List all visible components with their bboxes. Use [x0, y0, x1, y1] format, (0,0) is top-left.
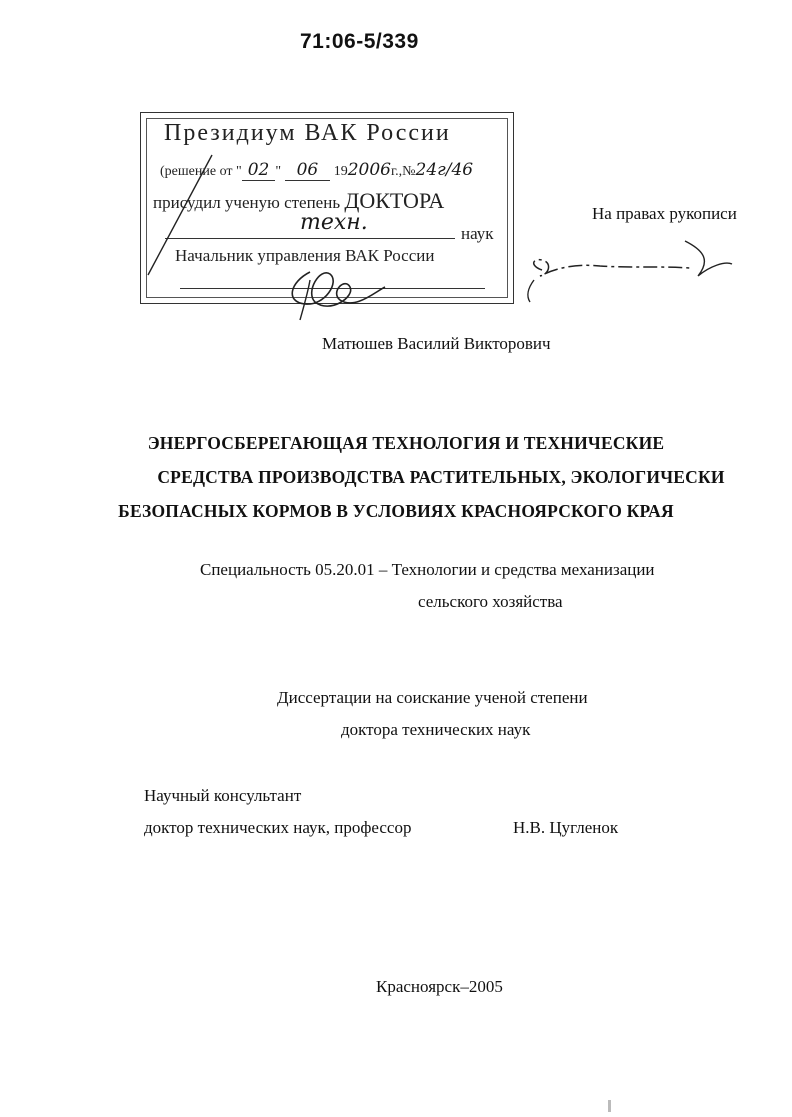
advisor-degree: доктор технических наук, профессор [144, 818, 412, 837]
manuscript-rights: На правах рукописи [592, 204, 737, 223]
title-line-1: ЭНЕРГОСБЕРЕГАЮЩАЯ ТЕХНОЛОГИЯ И ТЕХНИЧЕСКИЕ [147, 433, 665, 453]
advisor-label: Научный консультант [144, 786, 302, 805]
specialty-line-1: Специальность 05.20.01 – Технологии и средства механизации [200, 560, 655, 579]
decision-month: 06 [285, 160, 331, 181]
stamp-slash-signature [140, 150, 220, 280]
decision-prefix: (решение от " [160, 164, 242, 179]
award-text: присудил ученую степень [153, 193, 341, 212]
author-signature [520, 236, 740, 306]
title-line-3: БЕЗОПАСНЫХ КОРМОВ В УСЛОВИЯХ КРАСНОЯРСКОГО КРАЯ [118, 501, 674, 521]
chief-signature [280, 262, 390, 322]
dissertation-line-2: доктора технических наук [341, 720, 531, 739]
decision-no: г.,№ [390, 164, 416, 179]
stamp-title: Президиум ВАК России [164, 120, 451, 146]
dissertation-line-1: Диссертации на соискание ученой степени [277, 688, 588, 707]
title-line-2: СРЕДСТВА ПРОИЗВОДСТВА РАСТИТЕЛЬНЫХ, ЭКОЛОГИЧЕСКИ [157, 467, 725, 487]
stamp-chief: Начальник управления ВАК России [175, 246, 435, 265]
decision-mid: " [275, 164, 285, 179]
specialty-line-2: сельского хозяйства [418, 592, 563, 611]
science-word: наук [461, 224, 494, 243]
field-handwritten: техн. [300, 210, 368, 235]
scan-mark [608, 1100, 611, 1112]
dissertation-title [0, 426, 792, 528]
catalog-number: 71:06-5/339 [300, 30, 419, 53]
decision-year-prefix: 19 [330, 164, 348, 179]
author-name: Матюшев Василий Викторович [322, 334, 551, 353]
decision-year: 2006 [347, 160, 391, 180]
city-year: Красноярск–2005 [376, 977, 503, 996]
decision-day: 02 [242, 160, 276, 181]
advisor-name: Н.В. Цугленок [513, 818, 619, 837]
decision-number: 24г/46 [415, 160, 474, 180]
degree: ДОКТОРА [344, 188, 445, 213]
